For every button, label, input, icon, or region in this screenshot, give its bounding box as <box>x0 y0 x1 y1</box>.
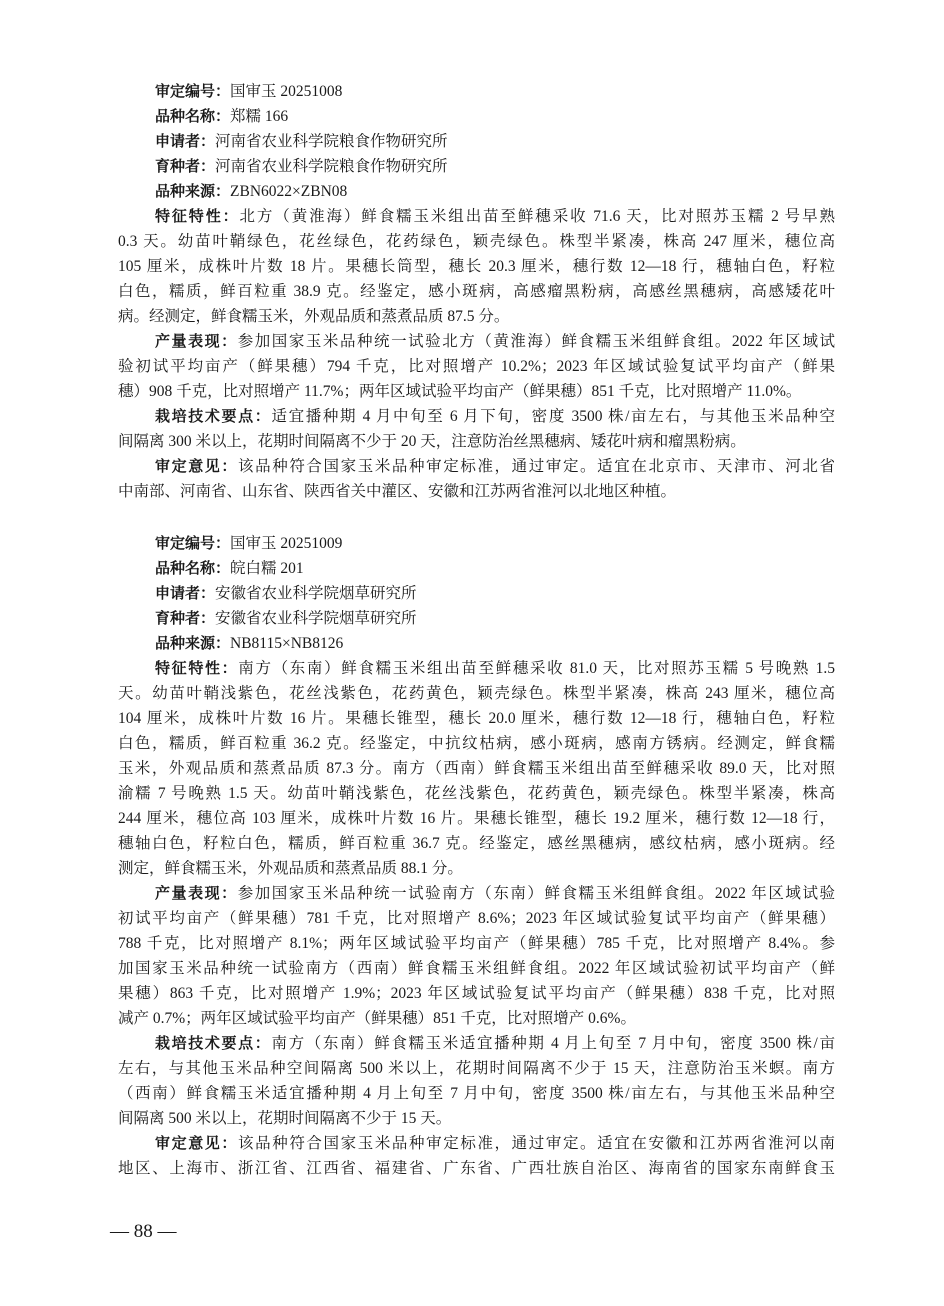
text-line <box>118 681 835 706</box>
document-page <box>118 79 835 1208</box>
line-text: 中南部、河南省、山东省、陕西省关中灌区、安徽和江苏两省淮河以北地区种植。 <box>118 483 677 500</box>
field-label: 申请者： <box>155 132 216 150</box>
line-text: 参加国家玉米品种统一试验南方（东南）鲜食糯玉米组鲜食组。2022 年区域试验 <box>237 885 835 902</box>
field-label: 申请者： <box>155 584 216 602</box>
text-line <box>118 429 835 454</box>
field-label: 品种来源： <box>155 182 231 200</box>
line-text: 南方（东南）鲜食糯玉米组出苗至鲜穗采收 81.0 天，比对照苏玉糯 5 号晚熟 1.5 <box>238 660 835 677</box>
text-line <box>118 831 835 856</box>
field-label: 审定编号： <box>155 534 231 552</box>
line-text: 该品种符合国家玉米品种审定标准，通过审定。适宜在北京市、天津市、河北省 <box>238 458 835 475</box>
line-text: 南方（东南）鲜食糯玉米适宜播种期 4 月上旬至 7 月中旬，密度 3500 株/亩 <box>271 1035 835 1052</box>
section-paragraph <box>118 204 835 329</box>
line-text: 788 千克，比对照增产 8.1%；两年区域试验平均亩产（鲜果穗）785 千克，比对照增产 8.4%。参 <box>118 935 835 952</box>
section-label: 产量表现： <box>155 884 238 902</box>
line-text: 加国家玉米品种统一试验南方（西南）鲜食糯玉米组鲜食组。2022 年区域试验初试平均亩产（鲜 <box>118 960 835 977</box>
text-line <box>118 479 835 504</box>
text-line <box>118 906 835 931</box>
text-line <box>118 656 835 681</box>
field-value: 郑糯 166 <box>230 108 289 125</box>
header-field <box>118 631 835 656</box>
line-text: 玉米，外观品质和蒸煮品质 87.3 分。南方（西南）鲜食糯玉米组出苗至鲜穗采收 89.0 天，比对照 <box>118 760 835 777</box>
line-text: 间隔离 300 米以上，花期时间隔离不少于 20 天，注意防治丝黑穗病、矮花叶病和瘤黑粉病。 <box>118 433 746 450</box>
field-value: NB8115×NB8126 <box>230 635 344 652</box>
header-field <box>118 581 835 606</box>
line-text: 穗轴白色，籽粒白色，糯质，鲜百粒重 36.7 克。经鉴定，感丝黑穗病，感纹枯病，感小斑病。经 <box>118 835 835 852</box>
text-line <box>118 981 835 1006</box>
text-line <box>118 856 835 881</box>
text-line <box>118 731 835 756</box>
text-line <box>118 279 835 304</box>
field-value: 国审玉 20251009 <box>230 535 343 552</box>
text-line <box>118 1006 835 1031</box>
line-text: 白色，糯质，鲜百粒重 38.9 克。经鉴定，感小斑病，高感瘤黑粉病，高感丝黑穗病，高感矮花叶 <box>118 283 835 300</box>
field-value: 皖白糯 201 <box>230 560 304 577</box>
line-text: 0.3 天。幼苗叶鞘绿色，花丝绿色，花药绿色，颖壳绿色。株型半紧凑，株高 247 厘米，穗位高 <box>118 233 835 250</box>
text-line <box>118 1081 835 1106</box>
section-label: 特征特性： <box>155 207 240 225</box>
line-text: 测定，鲜食糯玉米，外观品质和蒸煮品质 88.1 分。 <box>118 860 463 877</box>
section-label: 特征特性： <box>155 659 239 677</box>
line-text: 穗）908 千克，比对照增产 11.7%；两年区域试验平均亩产（鲜果穗）851 千克，比对照增产 11.0%。 <box>118 383 802 400</box>
line-text: 244 厘米，穗位高 103 厘米，成株叶片数 16 片。果穗长锥型，穗长 19.2 厘米，穗行数 12—18 行， <box>118 810 835 827</box>
text-line <box>118 881 835 906</box>
header-field <box>118 179 835 204</box>
line-text: 地区、上海市、浙江省、江西省、福建省、广东省、广西壮族自治区、海南省的国家东南鲜食玉 <box>118 1160 835 1177</box>
line-text: 105 厘米，成株叶片数 18 片。果穗长筒型，穗长 20.3 厘米，穗行数 12—18 行，穗轴白色，籽粒 <box>118 258 835 275</box>
text-line <box>118 931 835 956</box>
field-label: 审定编号： <box>155 82 231 100</box>
line-text: 北方（黄淮海）鲜食糯玉米组出苗至鲜穗采收 71.6 天，比对照苏玉糯 2 号早熟 <box>239 208 835 225</box>
line-text: 104 厘米，成株叶片数 16 片。果穗长锥型，穗长 20.0 厘米，穗行数 12—18 行，穗轴白色，籽粒 <box>118 710 835 727</box>
section-label: 栽培技术要点： <box>155 407 272 425</box>
line-text: 初试平均亩产（鲜果穗）781 千克，比对照增产 8.6%；2023 年区域试验复试平均亩产（鲜果穗） <box>118 910 835 927</box>
field-label: 品种来源： <box>155 634 231 652</box>
field-value: 河南省农业科学院粮食作物研究所 <box>215 133 448 150</box>
section-paragraph <box>118 881 835 1031</box>
line-text: 适宜播种期 4 月中旬至 6 月下旬，密度 3500 株/亩左右，与其他玉米品种空 <box>271 408 835 425</box>
header-field <box>118 556 835 581</box>
line-text: 天。幼苗叶鞘浅紫色，花丝浅紫色，花药黄色，颖壳绿色。株型半紧凑，株高 243 厘米，穗位高 <box>118 685 835 702</box>
text-line <box>118 229 835 254</box>
header-field <box>118 531 835 556</box>
text-line <box>118 956 835 981</box>
text-line <box>118 304 835 329</box>
text-line <box>118 1131 835 1156</box>
line-text: 减产 0.7%；两年区域试验平均亩产（鲜果穗）851 千克，比对照增产 0.6%。 <box>118 1010 636 1027</box>
line-text: 病。经测定，鲜食糯玉米，外观品质和蒸煮品质 87.5 分。 <box>118 308 510 325</box>
line-text: （西南）鲜食糯玉米适宜播种期 4 月上旬至 7 月中旬，密度 3500 株/亩左右，与其他玉米品种空 <box>118 1085 835 1102</box>
page-number: — 88 — <box>110 1221 177 1242</box>
field-label: 品种名称： <box>155 559 231 577</box>
text-line <box>118 254 835 279</box>
text-line <box>118 1106 835 1131</box>
field-value: ZBN6022×ZBN08 <box>230 183 348 200</box>
field-value: 安徽省农业科学院烟草研究所 <box>215 610 417 627</box>
field-label: 品种名称： <box>155 107 231 125</box>
section-paragraph <box>118 656 835 881</box>
text-line <box>118 806 835 831</box>
line-text: 果穗）863 千克，比对照增产 1.9%；2023 年区域试验复试平均亩产（鲜果穗）838 千克，比对照 <box>118 985 835 1002</box>
header-field <box>118 79 835 104</box>
header-field <box>118 129 835 154</box>
text-line <box>118 1031 835 1056</box>
text-line <box>118 354 835 379</box>
text-line <box>118 454 835 479</box>
field-label: 育种者： <box>155 609 216 627</box>
header-field <box>118 154 835 179</box>
section-label: 审定意见： <box>155 457 239 475</box>
text-line <box>118 379 835 404</box>
text-line <box>118 204 835 229</box>
field-value: 安徽省农业科学院烟草研究所 <box>215 585 417 602</box>
line-text: 该品种符合国家玉米品种审定标准，通过审定。适宜在安徽和江苏两省淮河以南 <box>238 1135 835 1152</box>
line-text: 左右，与其他玉米品种空间隔离 500 米以上，花期时间隔离不少于 15 天，注意防治玉米螟。南方 <box>118 1060 835 1077</box>
text-line <box>118 1056 835 1081</box>
header-field <box>118 104 835 129</box>
field-value: 国审玉 20251008 <box>230 83 343 100</box>
section-paragraph <box>118 454 835 504</box>
text-line <box>118 1156 835 1181</box>
section-paragraph <box>118 1031 835 1131</box>
header-field <box>118 606 835 631</box>
line-text: 间隔离 500 米以上，花期时间隔离不少于 15 天。 <box>118 1110 452 1127</box>
text-line <box>118 404 835 429</box>
field-label: 育种者： <box>155 157 216 175</box>
variety-entry <box>118 79 835 504</box>
field-value: 河南省农业科学院粮食作物研究所 <box>215 158 448 175</box>
section-paragraph <box>118 1131 835 1181</box>
section-label: 审定意见： <box>155 1134 239 1152</box>
line-text: 白色，糯质，鲜百粒重 36.2 克。经鉴定，中抗纹枯病，感小斑病，感南方锈病。经测定，鲜食糯 <box>118 735 835 752</box>
variety-entry <box>118 531 835 1181</box>
text-line <box>118 756 835 781</box>
text-line <box>118 781 835 806</box>
section-paragraph <box>118 329 835 404</box>
section-label: 栽培技术要点： <box>155 1034 272 1052</box>
line-text: 验初试平均亩产（鲜果穗）794 千克，比对照增产 10.2%；2023 年区域试验复试平均亩产（鲜果 <box>118 358 835 375</box>
text-line <box>118 329 835 354</box>
section-label: 产量表现： <box>155 332 238 350</box>
line-text: 渝糯 7 号晚熟 1.5 天。幼苗叶鞘浅紫色，花丝浅紫色，花药黄色，颖壳绿色。株型半紧凑，株高 <box>118 785 835 802</box>
text-line <box>118 706 835 731</box>
line-text: 参加国家玉米品种统一试验北方（黄淮海）鲜食糯玉米组鲜食组。2022 年区域试 <box>237 333 835 350</box>
section-paragraph <box>118 404 835 454</box>
